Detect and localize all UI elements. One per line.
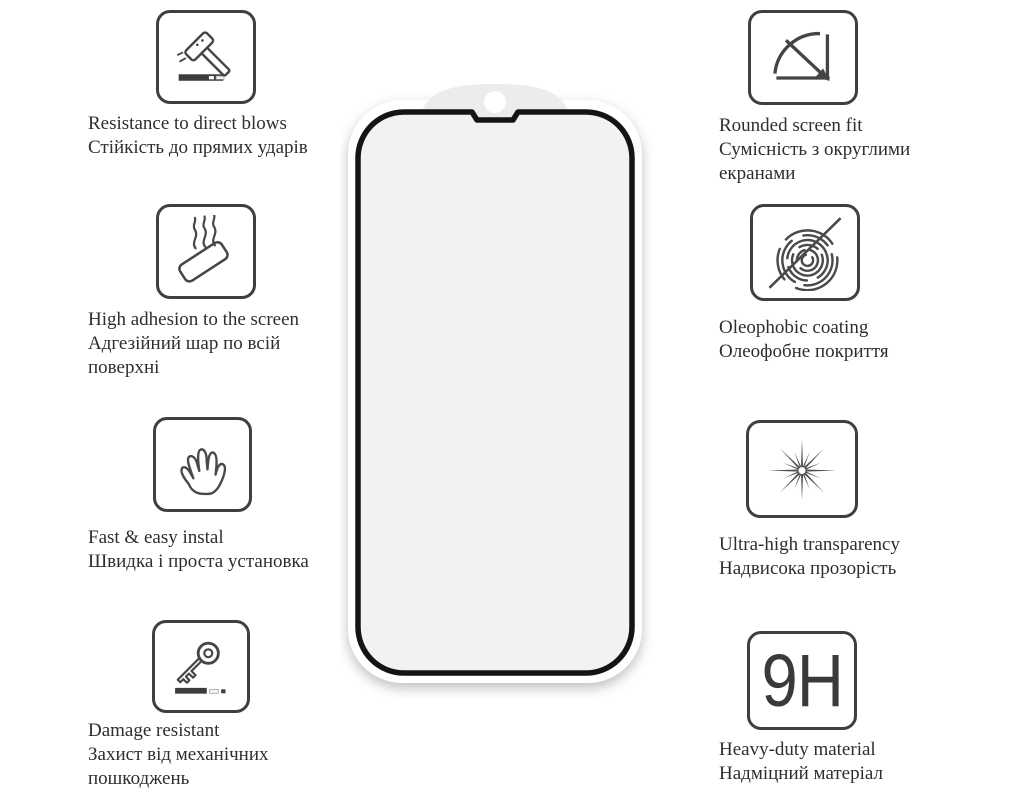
- feature-box-adhesion: [156, 204, 256, 299]
- feature-box-impact: [156, 10, 256, 104]
- feature-text-install: [88, 526, 338, 574]
- feature-ua: Стійкість до прямих ударів: [88, 137, 308, 158]
- feature-text-transparency: [719, 533, 959, 581]
- feature-ua: Адгезійний шар по всій поверхні: [88, 333, 281, 378]
- adhesion-icon: [168, 215, 244, 289]
- tempered-glass-frame: [358, 112, 632, 673]
- feature-en: Resistance to direct blows: [88, 113, 287, 134]
- feature-text-oleophobic: [719, 316, 959, 364]
- feature-ua: Швидка і проста установка: [88, 551, 309, 572]
- feature-box-oleophobic: [750, 204, 860, 301]
- rounded-corner-icon: [762, 21, 844, 95]
- feature-ua: Надвисока прозорість: [719, 558, 897, 579]
- sparkle-icon: [760, 430, 844, 508]
- feature-text-damage: [88, 719, 338, 791]
- key-icon: [163, 631, 239, 703]
- feature-text-hardness: [719, 738, 959, 786]
- screen-protector-illustration: [340, 78, 656, 698]
- nine-h-icon: 9H: [761, 638, 843, 722]
- feature-box-install: [153, 417, 252, 512]
- feature-en: Oleophobic coating: [719, 317, 869, 338]
- feature-box-transparency: [746, 420, 858, 518]
- feature-en: Heavy-duty material: [719, 739, 876, 760]
- feature-en: Damage resistant: [88, 720, 220, 741]
- feature-en: Fast & easy instal: [88, 527, 224, 548]
- hand-icon: [165, 428, 241, 502]
- feature-box-damage: [152, 620, 250, 713]
- fingerprint-icon: [763, 215, 847, 291]
- feature-en: Ultra-high transparency: [719, 534, 900, 555]
- feature-ua: Захист від механічних пошкоджень: [88, 744, 269, 789]
- tab-hole: [484, 91, 506, 113]
- feature-ua: Надміцний матеріал: [719, 763, 883, 784]
- feature-text-impact: [88, 112, 338, 160]
- feature-text-adhesion: [88, 308, 338, 380]
- feature-en: High adhesion to the screen: [88, 309, 300, 330]
- feature-text-rounded-fit: [719, 114, 959, 186]
- feature-ua: Олеофобне покриття: [719, 341, 889, 362]
- feature-box-rounded-fit: [748, 10, 858, 105]
- feature-box-hardness: [747, 631, 857, 730]
- feature-ua: Сумісність з округлими екранами: [719, 139, 911, 184]
- hammer-icon: [168, 21, 244, 93]
- feature-en: Rounded screen fit: [719, 115, 863, 136]
